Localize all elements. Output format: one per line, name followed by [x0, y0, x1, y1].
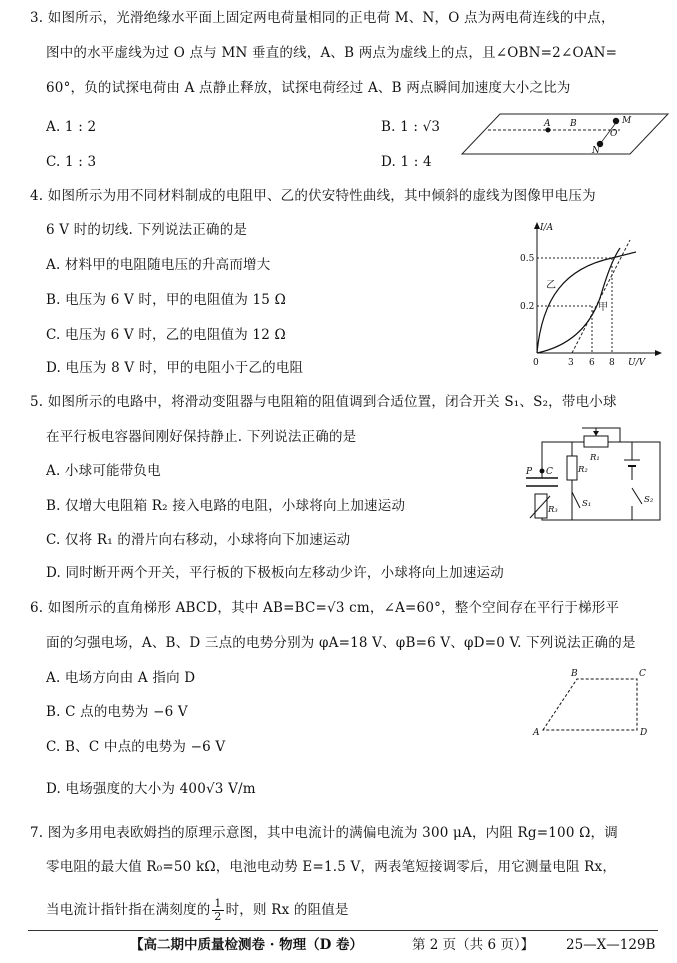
q7-line3-prefix: 当电流计指针指在满刻度的: [46, 902, 211, 918]
q4-curve-jia: [537, 248, 620, 353]
q3-option-b: B. 1 : √3: [381, 119, 441, 135]
q4-option-d: D. 电压为 8 V 时，甲的电阻小于乙的电阻: [46, 360, 304, 376]
q5-r1: [584, 436, 608, 447]
q3-option-c: C. 1 : 3: [46, 154, 97, 170]
q6-option-c: C. B、C 中点的电势为 −6 V: [46, 739, 226, 755]
q5-circuit: [520, 420, 670, 530]
q5-label-r1: R₁: [590, 453, 600, 463]
q6-stem-line2: 面的匀强电场，A、B、D 三点的电势分别为 φA=18 V、φB=6 V、φD=0 V. 下列说法正确的是: [46, 635, 636, 651]
q4-option-b: B. 电压为 6 V 时，甲的电阻值为 15 Ω: [46, 292, 286, 308]
q4-tick-x0: 0: [533, 358, 539, 368]
q5-label-s1: S₁: [582, 499, 592, 509]
q7-line3-suffix: 时，则 Rx 的阻值是: [225, 902, 349, 918]
q6-label-d: D: [640, 728, 648, 738]
q3-label-n: N: [592, 146, 600, 156]
q5-label-c: C: [546, 467, 553, 477]
q5-label-r2: R₂: [578, 465, 588, 475]
q3-label-o: O: [610, 129, 618, 139]
q5-label-p: P: [526, 467, 533, 477]
q4-curve-yi: [537, 252, 636, 353]
q6-option-d: D. 电场强度的大小为 400√3 V/m: [46, 781, 256, 797]
q3-label-a: A: [544, 119, 551, 129]
q3-stem-line2: 图中的水平虚线为过 O 点与 MN 垂直的线，A、B 两点为虚线上的点，且∠OBN=2∠OAN=: [46, 45, 618, 61]
q5-option-c: C. 仅将 R₁ 的滑片向右移动，小球将向下加速运动: [46, 532, 351, 548]
q5-stem-line1: 5. 如图所示的电路中，将滑动变阻器与电阻箱的阻值调到合适位置，闭合开关 S₁、S₂，带电小球: [30, 394, 617, 410]
q3-label-m: M: [622, 116, 632, 126]
q4-stem-line2: 6 V 时的切线. 下列说法正确的是: [46, 222, 248, 238]
q7-stem-line3: [46, 898, 349, 923]
q5-stem-line2: 在平行板电容器间刚好保持静止. 下列说法正确的是: [46, 429, 357, 445]
q3-point-m: [613, 118, 619, 124]
q5-option-d: D. 同时断开两个开关，平行板的下极板向左移动少许，小球将向上加速运动: [46, 565, 504, 581]
q3-option-d: D. 1 : 4: [381, 154, 432, 170]
q5-r2: [567, 456, 577, 480]
q7-stem-line1: 7. 图为多用电表欧姆挡的原理示意图，其中电流计的满偏电流为 300 μA，内阻 Rg=100 Ω，调: [30, 825, 618, 841]
footer-page-number: 第 2 页（共 6 页）】: [412, 937, 535, 953]
q4-label-jia: 甲: [598, 302, 608, 313]
q4-tick-y1: 0.5: [520, 254, 535, 264]
q4-label-yi: 乙: [546, 280, 556, 291]
q6-option-b: B. C 点的电势为 −6 V: [46, 704, 188, 720]
q6-trapezoid: [525, 665, 665, 740]
q4-tick-x2: 6: [589, 358, 595, 368]
q4-tick-x1: 3: [568, 358, 574, 368]
q5-label-s2: S₂: [644, 495, 654, 505]
q5-switch-s1: [572, 492, 580, 508]
q7-fraction: [212, 898, 223, 923]
q7-stem-line2: 零电阻的最大值 R₀=50 kΩ，电池电动势 E=1.5 V，两表笔短接调零后，用它测量电阻 Rx，: [46, 859, 617, 875]
q3-stem-line1: 3. 如图所示，光滑绝缘水平面上固定两电荷量相同的正电荷 M、N，O 点为两电荷连线的中点，: [30, 10, 615, 26]
q6-label-b: B: [571, 669, 578, 679]
footer-title: 【高二期中质量检测卷 · 物理（D 卷）: [130, 937, 364, 953]
q6-label-c: C: [639, 669, 646, 679]
q5-switch-s2: [632, 488, 642, 504]
q5-option-b: B. 仅增大电阻箱 R₂ 接入电路的电阻，小球将向上加速运动: [46, 498, 406, 514]
q4-tick-y2: 0.2: [520, 302, 535, 312]
q4-option-c: C. 电压为 6 V 时，乙的电阻值为 12 Ω: [46, 327, 286, 343]
q4-stem-line1: 4. 如图所示为用不同材料制成的电阻甲、乙的伏安特性曲线，其中倾斜的虚线为图像甲电压为: [30, 188, 596, 204]
q7-fraction-den: 2: [214, 910, 222, 923]
q3-plane: [462, 114, 668, 154]
q4-ylabel: I/A: [540, 223, 554, 233]
q6-option-a: A. 电场方向由 A 指向 D: [46, 670, 196, 686]
footer-rule: [28, 930, 658, 931]
q5-charged-ball: [540, 469, 545, 474]
q4-xlabel: U/V: [628, 358, 646, 368]
q3-label-b: B: [570, 119, 577, 129]
q6-stem-line1: 6. 如图所示的直角梯形 ABCD，其中 AB=BC=√3 cm，∠A=60°，整个空间存在平行于梯形平: [30, 600, 620, 616]
q4-option-a: A. 材料甲的电阻随电压的升高而增大: [46, 257, 271, 273]
q4-tick-x3: 8: [609, 358, 615, 368]
q5-option-a: A. 小球可能带负电: [46, 463, 161, 479]
q3-option-a: A. 1 : 2: [46, 119, 97, 135]
footer-code: 25—X—129B: [566, 937, 656, 953]
q3-stem-line3: 60°，负的试探电荷由 A 点静止释放，试探电荷经过 A、B 两点瞬间加速度大小之比为: [46, 80, 571, 96]
q7-fraction-num: 1: [214, 897, 222, 910]
q3-figure: [460, 108, 670, 158]
q6-label-a: A: [533, 728, 540, 738]
q4-iv-graph: [520, 218, 665, 368]
q5-label-r3: R₃: [548, 505, 558, 515]
